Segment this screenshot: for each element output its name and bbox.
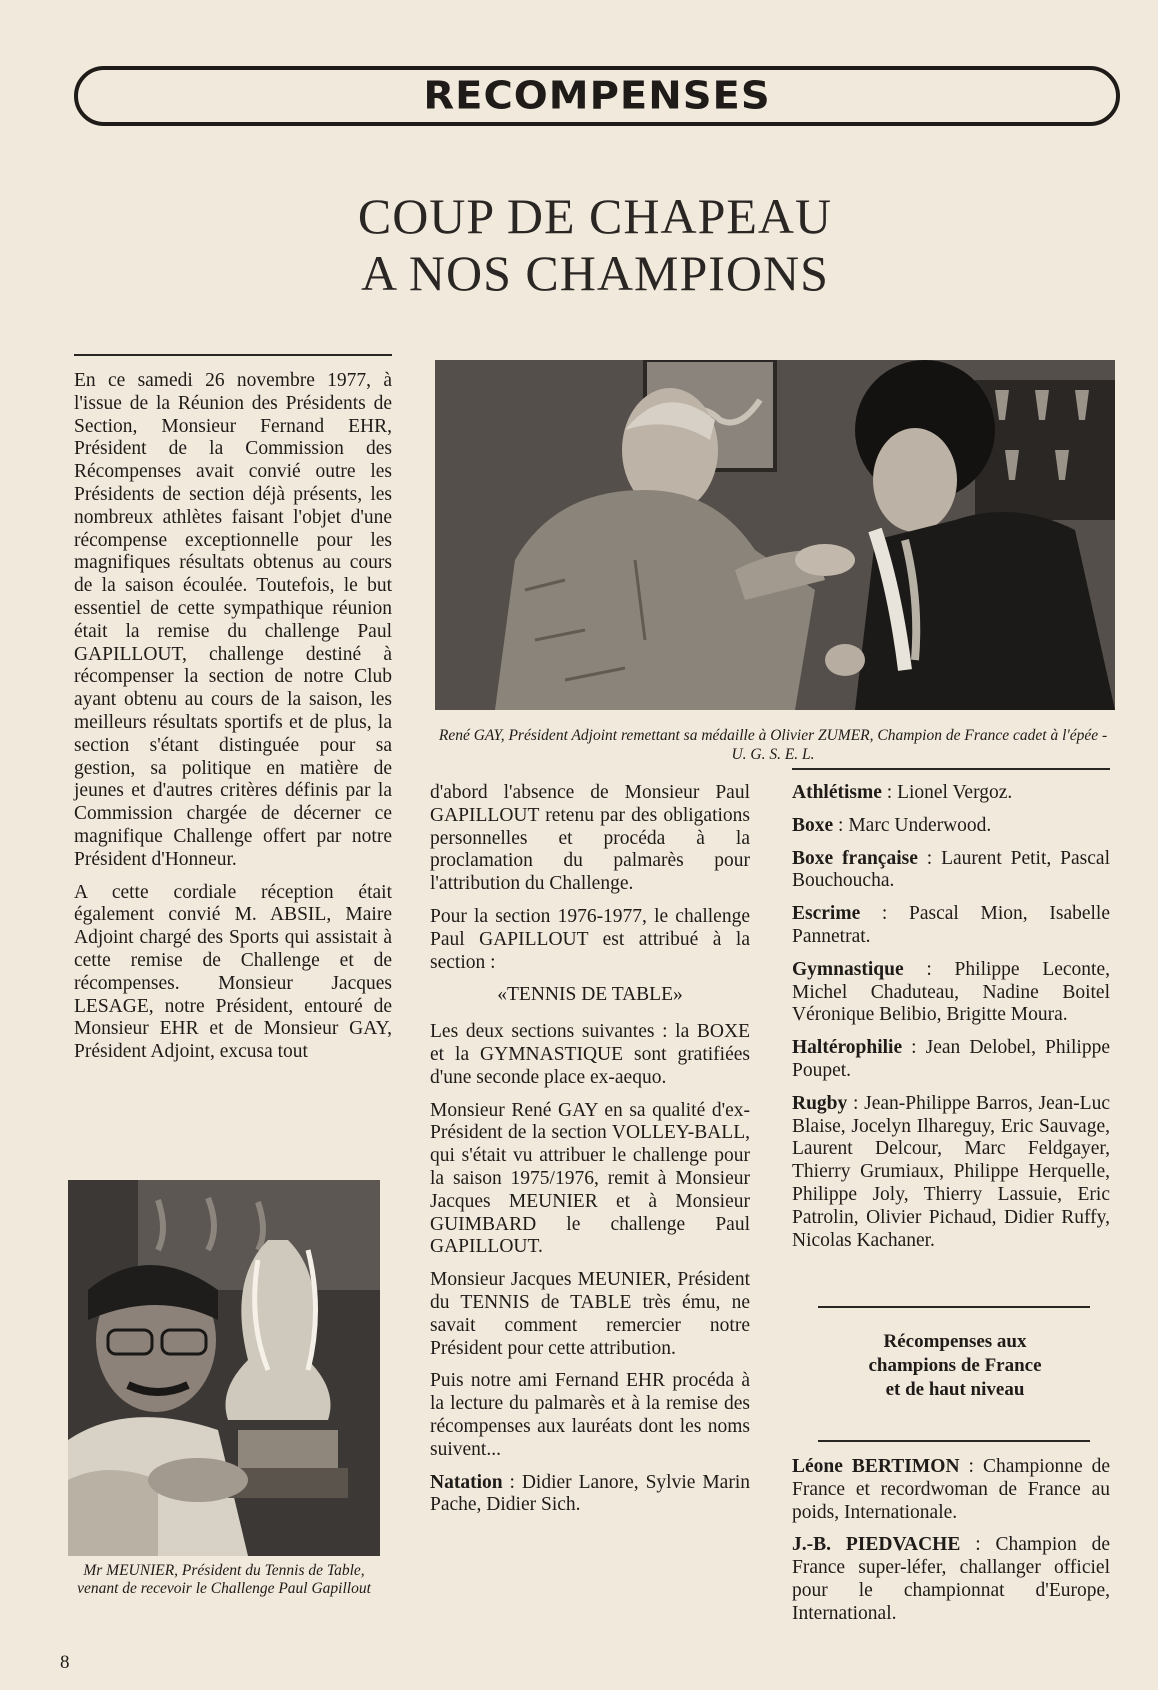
- col2-paragraph-5: Monsieur René GAY en sa qualité d'ex-Président de la section VOLLEY-BALL, qui s'était vu attribuer le challenge pour la saison 1975/1976, remit à Monsieur Jacques MEUNIER et à Monsieur GUIMBARD le challenge Paul GAPILLOUT.: [430, 1099, 750, 1258]
- page-number: 8: [60, 1652, 70, 1673]
- photo-medal-caption: René GAY, Président Adjoint remettant sa médaille à Olivier ZUMER, Champion de France cadet à l'épée - U. G. S. E. L.: [438, 727, 1108, 763]
- col2-natation: [430, 1472, 750, 1518]
- col1-paragraph-2: A cette cordiale réception était également convié M. ABSIL, Maire Adjoint chargé des Sports qui assistait à cette remise de Challenge et de récompenses. Monsieur Jacques LESAGE, notre Président, entouré de Monsieur EHR et de Monsieur GAY, Président Adjoint, excusa tout: [74, 881, 392, 1063]
- sport-laureates: : Jean Delobel, Philippe Poupet.: [792, 1037, 1110, 1081]
- sport-name: Boxe: [792, 814, 834, 836]
- sport-laureates: : Didier Lanore, Sylvie Marin Pache, Didier Sich.: [430, 1471, 750, 1516]
- box-title-line-2: champions de France: [868, 1355, 1042, 1376]
- box-rule-top: [818, 1306, 1090, 1308]
- sport-name: Gymnastique: [792, 958, 904, 980]
- sport-name: Athlétisme: [792, 782, 882, 803]
- photo-medal-illustration: [435, 360, 1115, 710]
- col2-paragraph-4: Les deux sections suivantes : la BOXE et la GYMNASTIQUE sont gratifiées d'une seconde place ex-aequo.: [430, 1021, 750, 1088]
- sport-name: Haltérophilie: [792, 1037, 903, 1059]
- laureate-entry: [792, 815, 1110, 838]
- photo-meunier-illustration: [68, 1180, 380, 1556]
- sport-laureates: : Laurent Petit, Pascal Bouchoucha.: [792, 847, 1110, 892]
- champion-entry: [792, 1456, 1110, 1524]
- laureate-entry: [792, 1093, 1110, 1253]
- laureate-entry: [792, 903, 1110, 949]
- champion-entry: [792, 1534, 1110, 1625]
- col2-winner-section: «TENNIS DE TABLE»: [497, 984, 683, 1006]
- photo-meunier-caption: Mr MEUNIER, Président du Tennis de Table, venant de recevoir le Challenge Paul Gapillout: [77, 1562, 371, 1597]
- column-2: [430, 782, 750, 1527]
- champions-box-title: [800, 1330, 1110, 1402]
- photo-meunier-trophy: [68, 1180, 380, 1556]
- col2-paragraph-1: d'abord l'absence de Monsieur Paul GAPILLOUT retenu par des obligations personnelles et procéda à la proclamation du palmarès pour l'attribution du Challenge.: [430, 782, 750, 895]
- sport-laureates: : Jean-Philippe Barros, Jean-Luc Blaise, Jocelyn Ilhareguy, Eric Sauvage, Laurent Delcour, Marc Feldgayer, Thierry Grumiaux, Philippe Herquelle, Philippe Joly, Thierry Lassuie, Eric Patrolin, Olivier Pichaud, Didier Ruffy, Nicolas Kachaner.: [792, 1092, 1110, 1251]
- champion-name: Léone BERTIMON: [792, 1456, 960, 1477]
- sport-name: Natation: [430, 1471, 503, 1493]
- sport-laureates: : Pascal Mion, Isabelle Pannetrat.: [792, 903, 1110, 947]
- column-1: [74, 370, 392, 1074]
- article-headline: [200, 188, 990, 302]
- sport-laureates: : Marc Underwood.: [833, 814, 992, 836]
- laureate-entry: [792, 782, 1110, 805]
- col2-paragraph-2: Pour la section 1976-1977, le challenge Paul GAPILLOUT est attribué à la section :: [430, 905, 750, 973]
- box-title-line-1: Récompenses aux: [883, 1331, 1027, 1352]
- col2-paragraph-6: Monsieur Jacques MEUNIER, Président du TENNIS de TABLE très ému, ne savait comment remercier notre Président pour cette attribution.: [430, 1269, 750, 1359]
- headline-line-2: A NOS CHAMPIONS: [361, 245, 829, 301]
- sport-name: Boxe française: [792, 847, 918, 869]
- column-1-rule: [74, 354, 392, 356]
- photo-medal-ceremony: [435, 360, 1115, 710]
- section-title: RECOMPENSES: [423, 74, 771, 118]
- box-rule-bottom: [818, 1440, 1090, 1442]
- sport-name: Rugby: [792, 1092, 848, 1114]
- headline-line-1: COUP DE CHAPEAU: [357, 188, 833, 244]
- box-title-line-3: et de haut niveau: [885, 1379, 1025, 1400]
- sport-name: Escrime: [792, 903, 861, 925]
- column-3-rule-top: [792, 768, 1110, 770]
- column-3: [792, 782, 1110, 1262]
- laureate-entry: [792, 959, 1110, 1027]
- champion-name: J.-B. PIEDVACHE: [792, 1534, 961, 1556]
- champion-description: : Champion de France super-léfer, challanger officiel pour le championnat d'Europe, International.: [792, 1534, 1110, 1624]
- champion-description: : Championne de France et recordwoman de France au poids, Internationale.: [792, 1456, 1110, 1523]
- col2-paragraph-7: Puis notre ami Fernand EHR procéda à la lecture du palmarès et à la remise des récompenses aux lauréats dont les noms suivent...: [430, 1370, 750, 1460]
- laureate-entry: [792, 848, 1110, 894]
- sport-laureates: : Philippe Leconte, Michel Chaduteau, Nadine Boitel Véronique Belibio, Brigitte Moura.: [792, 958, 1110, 1026]
- champions-list: [792, 1456, 1110, 1636]
- laureate-entry: [792, 1037, 1110, 1083]
- section-banner: [74, 66, 1120, 126]
- col1-paragraph-1: En ce samedi 26 novembre 1977, à l'issue de la Réunion des Présidents de Section, Monsieur Fernand EHR, Président de la Commission des Récompenses avait convié outre les Présidents de section déjà présents, les nombreux athlètes faisant l'objet d'une récompense exceptionnelle pour les magnifiques résultats obtenus au cours de la saison écoulée. Toutefois, le but essentiel de cette sympathique réunion était la remise du challenge Paul GAPILLOUT, challenge destiné à récompenser la section de notre Club ayant obtenu au cours de la saison, les meilleurs résultats sportifs et de plus, la section s'étant distinguée pour sa gestion, sa politique en matière de jeunes et d'autres critères définis par la Commission chargée de décerner ce magnifique Challenge offert par notre Président d'Honneur.: [74, 370, 392, 870]
- sport-laureates: : Lionel Vergoz.: [881, 782, 1013, 803]
